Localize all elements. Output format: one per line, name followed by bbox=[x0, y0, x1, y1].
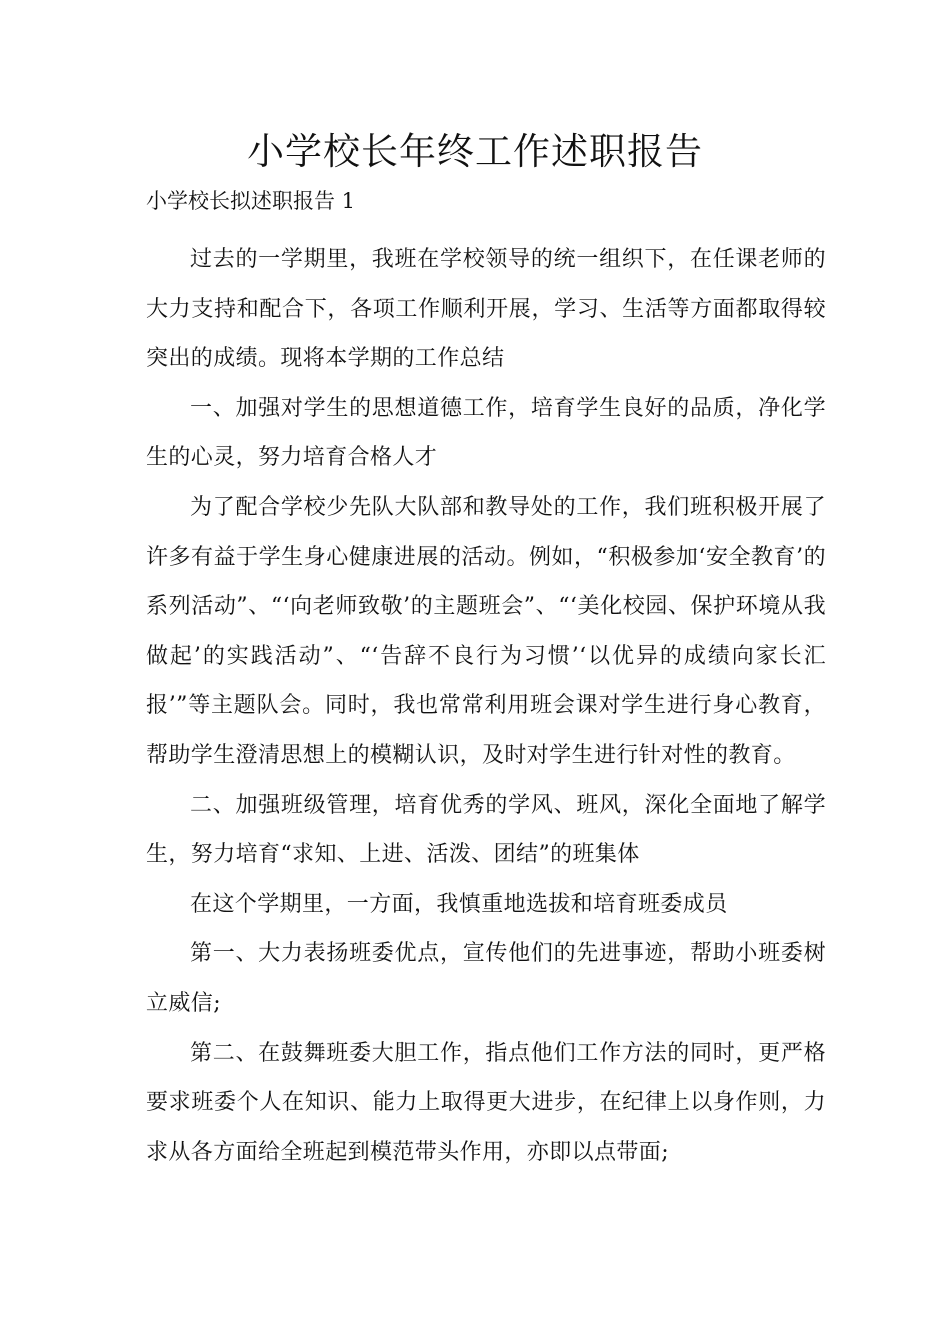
paragraph-committee-selection: 在这个学期里，一方面，我慎重地选拔和培育班委成员 bbox=[190, 891, 728, 917]
paragraph-section-two-heading: 二、加强班级管理，培育优秀的学风、班风，深化全面地了解学生，努力培育“求知、上进、活泼、团结”的班集体 bbox=[146, 792, 826, 868]
paragraph-section-one-heading: 一、加强对学生的思想道德工作，培育学生良好的品质，净化学生的心灵，努力培育合格人才 bbox=[146, 395, 826, 471]
paragraph-intro: 过去的一学期里，我班在学校领导的统一组织下，在任课老师的大力支持和配合下，各项工作顺利开展，学习、生活等方面都取得较突出的成绩。现将本学期的工作总结 bbox=[146, 247, 826, 372]
document-title: 小学校长年终工作述职报告 bbox=[247, 130, 703, 173]
paragraph-point-two: 第二、在鼓舞班委大胆工作，指点他们工作方法的同时，更严格要求班委个人在知识、能力上取得更大进步，在纪律上以身作则，力求从各方面给全班起到模范带头作用，亦即以点带面; bbox=[146, 1040, 826, 1165]
document-body bbox=[146, 235, 826, 1177]
document-subtitle: 小学校长拟述职报告 1 bbox=[146, 189, 356, 213]
paragraph-activities: 为了配合学校少先队大队部和教导处的工作，我们班积极开展了许多有益于学生身心健康进展的活动。例如，“积极参加‘安全教育’的系列活动”、“‘向老师致敬’的主题班会”、“‘美化校园、保护环境从我做起’的实践活动”、“‘告辞不良行为习惯’‘以优异的成绩向家长汇报’”等主题队会。同时，我也常常利用班会课对学生进行身心教育，帮助学生澄清思想上的模糊认识，及时对学生进行针对性的教育。 bbox=[146, 494, 826, 768]
paragraph-point-one: 第一、大力表扬班委优点，宣传他们的先进事迹，帮助小班委树立威信; bbox=[146, 941, 826, 1016]
